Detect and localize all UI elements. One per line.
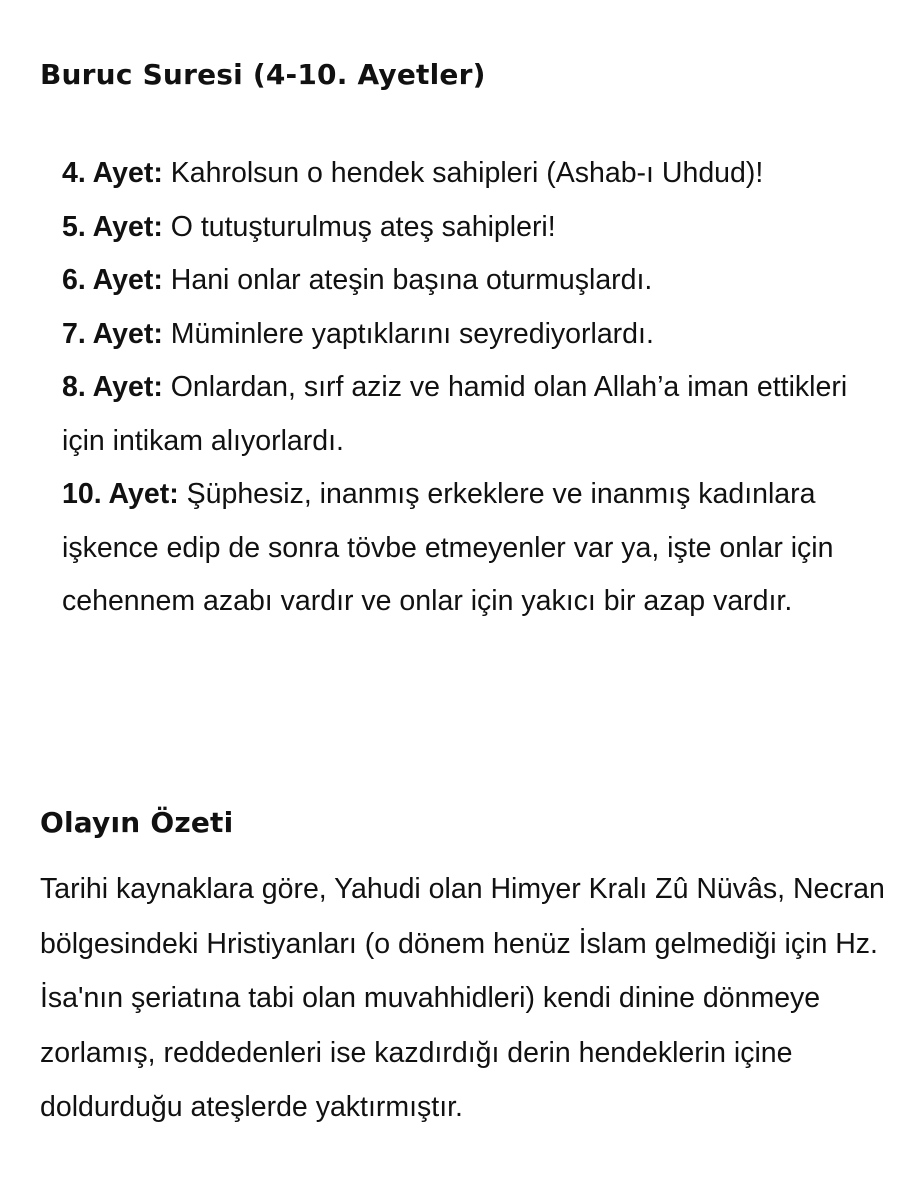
verse-text: Şüphesiz, inanmış erkeklere ve inanmış kadınlara işkence edip de sonra tövbe etmeyenler var ya, işte onlar için cehennem azabı vardır ve onlar için yakıcı bir azap vardır. (62, 478, 834, 617)
verse-item-8 (62, 361, 892, 468)
section-title-buruc-suresi: Buruc Suresi (4-10. Ayetler) (40, 58, 486, 91)
verse-list (62, 147, 892, 629)
verse-text: Kahrolsun o hendek sahipleri (Ashab-ı Uhdud)! (162, 157, 764, 189)
verse-item-7 (62, 308, 892, 362)
verse-label: 4. Ayet: (62, 157, 163, 189)
verse-label: 6. Ayet: (62, 264, 163, 296)
verse-text: O tutuşturulmuş ateş sahipleri! (162, 210, 556, 243)
verse-label: 5. Ayet: (62, 210, 163, 243)
summary-paragraph: Tarihi kaynaklara göre, Yahudi olan Himyer Kralı Zû Nüvâs, Necran bölgesindeki Hristiyanları (o dönem henüz İslam gelmediği için Hz. İsa'nın şeriatına tabi olan muvahhidleri) kendi dinine dönmeye zorlamış, reddedenleri ise kazdırdığı derin hendeklerin içine doldurduğu ateşlerde yaktırmıştır. (40, 873, 885, 1123)
verse-text: Müminlere yaptıklarını seyrediyorlardı. (162, 317, 654, 350)
verse-label: 7. Ayet: (62, 317, 163, 350)
verse-text: Hani onlar ateşin başına oturmuşlardı. (162, 264, 653, 296)
verse-item-5 (62, 201, 892, 255)
verse-label: 10. Ayet: (62, 478, 179, 510)
verse-item-4 (62, 147, 892, 201)
verse-text: Onlardan, sırf aziz ve hamid olan Allah’a iman ettikleri için intikam alıyorlardı. (62, 371, 848, 457)
verse-label: 8. Ayet: (62, 371, 163, 403)
verse-item-10 (62, 468, 892, 629)
section-title-olayin-ozeti: Olayın Özeti (40, 806, 234, 839)
verse-item-6 (62, 254, 892, 308)
